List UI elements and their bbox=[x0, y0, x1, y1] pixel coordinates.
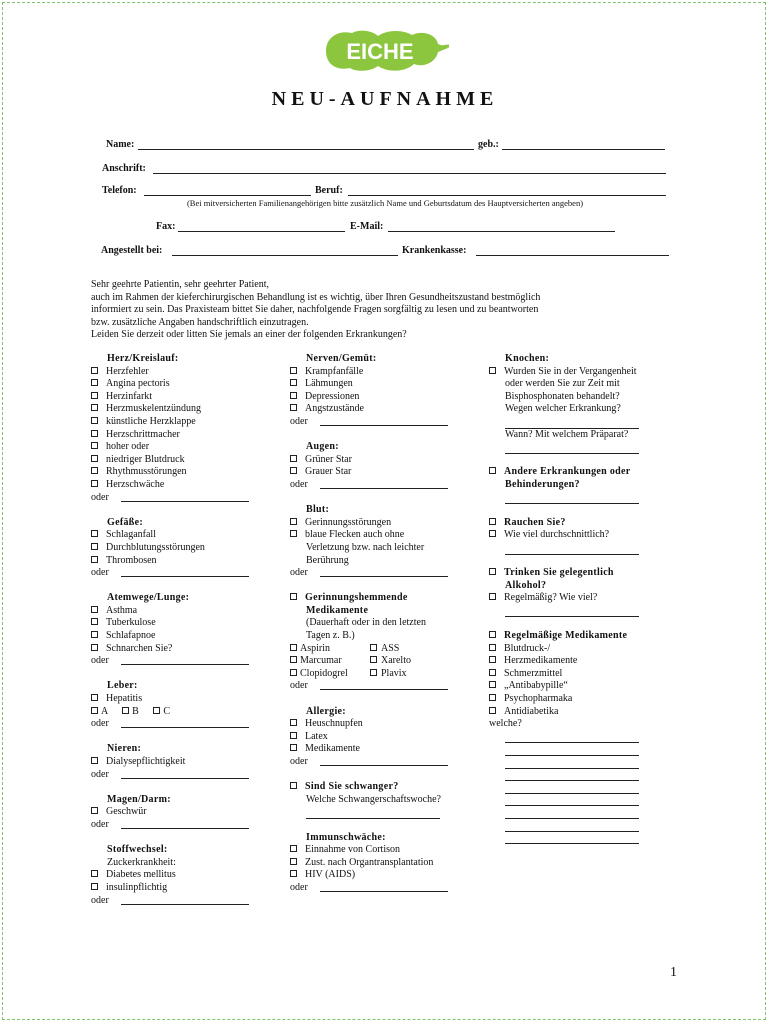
welche-label: welche? bbox=[489, 718, 522, 730]
medication-pair: Aspirin ASS bbox=[290, 643, 480, 656]
checkbox-item: Schlafapnoe bbox=[91, 630, 266, 643]
checkbox[interactable] bbox=[489, 568, 496, 575]
section-gerinnung-heading: Gerinnungshemmende bbox=[290, 592, 480, 605]
svg-text:EICHE: EICHE bbox=[346, 39, 414, 64]
medikamente-field[interactable] bbox=[505, 832, 639, 845]
section-leber-heading: Leber: bbox=[107, 680, 138, 692]
beruf-label: Beruf: bbox=[315, 185, 343, 196]
section-stoffwechsel-heading: Stoffwechsel: bbox=[107, 844, 168, 856]
checkbox[interactable] bbox=[290, 593, 297, 600]
checkbox-item: Medikamente bbox=[290, 743, 480, 756]
checkbox[interactable] bbox=[489, 644, 496, 651]
checkbox[interactable] bbox=[91, 367, 98, 374]
section-atemwege-heading: Atemwege/Lunge: bbox=[107, 592, 190, 604]
section-augen-heading: Augen: bbox=[306, 441, 339, 453]
checkbox-item: Wurden Sie in der Vergangenheit bbox=[489, 366, 669, 379]
page-title: NEU-AUFNAHME bbox=[271, 88, 499, 110]
checkbox-item: Krampfanfälle bbox=[290, 366, 480, 379]
checkbox-item: insulinpflichtig bbox=[91, 882, 266, 895]
anschrift-field[interactable] bbox=[153, 173, 666, 174]
medikamente-field[interactable] bbox=[505, 743, 639, 756]
checkbox-item: Wie viel durchschnittlich? bbox=[489, 529, 669, 542]
checkbox-item: Einnahme von Cortison bbox=[290, 844, 480, 857]
hepatitis-types: A B C bbox=[91, 706, 266, 719]
angestellt-field[interactable] bbox=[172, 255, 398, 256]
checkbox[interactable] bbox=[290, 656, 297, 663]
checkbox[interactable] bbox=[91, 556, 98, 563]
telefon-field[interactable] bbox=[144, 195, 311, 196]
checkbox[interactable] bbox=[290, 644, 297, 651]
medication-pair: Clopidogrel Plavix bbox=[290, 668, 480, 681]
knochen-field[interactable] bbox=[505, 441, 639, 454]
intro-line: bzw. zusätzliche Angaben handschriftlich einzutragen. bbox=[91, 316, 309, 328]
checkbox-item: Durchblutungsstörungen bbox=[91, 542, 266, 555]
eiche-logo bbox=[322, 26, 450, 76]
checkbox[interactable] bbox=[91, 442, 98, 449]
section-allergie-heading: Allergie: bbox=[306, 705, 346, 717]
checkbox[interactable] bbox=[290, 379, 297, 386]
checkbox[interactable] bbox=[489, 681, 496, 688]
checkbox[interactable] bbox=[489, 593, 496, 600]
checkbox[interactable] bbox=[290, 870, 297, 877]
checkbox-item: Schnarchen Sie? bbox=[91, 643, 266, 656]
oder-field[interactable] bbox=[320, 891, 448, 892]
section-andere-heading-2: Behinderungen? bbox=[505, 478, 580, 490]
checkbox-item: Herzinfarkt bbox=[91, 391, 266, 404]
medikamente-field[interactable] bbox=[505, 756, 639, 769]
angestellt-label: Angestellt bei: bbox=[101, 245, 163, 256]
checkbox-item: Latex bbox=[290, 731, 480, 744]
checkbox[interactable] bbox=[290, 719, 297, 726]
checkbox[interactable] bbox=[489, 694, 496, 701]
checkbox[interactable] bbox=[489, 530, 496, 537]
oder-field[interactable] bbox=[320, 488, 448, 489]
checkbox-item: Diabetes mellitus bbox=[91, 869, 266, 882]
checkbox[interactable] bbox=[91, 467, 98, 474]
knochen-text: Bisphosphonaten behandelt? bbox=[505, 390, 620, 402]
oder-row: oder bbox=[290, 756, 480, 769]
checkbox[interactable] bbox=[290, 845, 297, 852]
intro-text bbox=[91, 279, 651, 342]
family-note: (Bei mitversicherten Familienangehörigen bitte zusätzlich Name und Geburtsdatum des Hauptversicherten angeben) bbox=[186, 198, 584, 208]
knochen-text: Wegen welcher Erkrankung? bbox=[505, 403, 621, 415]
checkbox-item: hoher oder bbox=[91, 441, 266, 454]
geb-field[interactable] bbox=[502, 149, 665, 150]
checkbox-item: HIV (AIDS) bbox=[290, 869, 480, 882]
intro-line: Sehr geehrte Patientin, sehr geehrter Patient, bbox=[91, 279, 269, 290]
checkbox[interactable] bbox=[489, 518, 496, 525]
krankenkasse-field[interactable] bbox=[476, 255, 669, 256]
checkbox[interactable] bbox=[91, 618, 98, 625]
checkbox[interactable] bbox=[290, 518, 297, 525]
column-3 bbox=[489, 353, 669, 844]
checkbox-item: Herzfehler bbox=[91, 366, 266, 379]
oder-row: oder bbox=[290, 416, 480, 429]
checkbox[interactable] bbox=[290, 744, 297, 751]
oder-row: oder bbox=[290, 479, 480, 492]
gerinnung-sub: Tagen z. B.) bbox=[306, 630, 355, 642]
section-immun-heading: Immunschwäche: bbox=[306, 831, 386, 843]
checkbox-item: Grüner Star bbox=[290, 454, 480, 467]
oder-row: oder bbox=[91, 492, 266, 505]
checkbox[interactable] bbox=[91, 694, 98, 701]
checkbox-item: Herzmuskelentzündung bbox=[91, 403, 266, 416]
checkbox[interactable] bbox=[91, 430, 98, 437]
section-gefaesse-heading: Gefäße: bbox=[107, 516, 143, 528]
checkbox-item-cont: Berührung bbox=[306, 554, 349, 566]
checkbox[interactable] bbox=[489, 669, 496, 676]
section-magen-heading: Magen/Darm: bbox=[107, 793, 171, 805]
knochen-text: oder werden Sie zur Zeit mit bbox=[505, 378, 620, 390]
checkbox[interactable] bbox=[91, 417, 98, 424]
oder-field[interactable] bbox=[121, 576, 249, 577]
checkbox-item: Blutdruck-/ bbox=[489, 643, 669, 656]
checkbox[interactable] bbox=[91, 707, 98, 714]
schwanger-sub: Welche Schwangerschaftswoche? bbox=[306, 793, 441, 805]
page-number: 1 bbox=[670, 965, 677, 980]
section-gerinnung-heading-2: Medikamente bbox=[306, 604, 369, 616]
checkbox[interactable] bbox=[370, 644, 377, 651]
checkbox-item: Heuschnupfen bbox=[290, 718, 480, 731]
section-medikamente-heading: Regelmäßige Medikamente bbox=[489, 630, 669, 643]
oder-row: oder bbox=[91, 567, 266, 580]
checkbox-item: „Antibabypille“ bbox=[489, 680, 669, 693]
schwanger-field[interactable] bbox=[306, 806, 440, 819]
oder-field[interactable] bbox=[121, 664, 249, 665]
anschrift-label: Anschrift: bbox=[102, 163, 146, 174]
medication-pair: Marcumar Xarelto bbox=[290, 655, 480, 668]
oder-row: oder bbox=[290, 882, 480, 895]
checkbox-item: Psychopharmaka bbox=[489, 693, 669, 706]
medikamente-field[interactable] bbox=[505, 819, 639, 832]
section-schwanger-heading: Sind Sie schwanger? bbox=[290, 781, 480, 794]
oder-field[interactable] bbox=[320, 425, 448, 426]
oder-field[interactable] bbox=[121, 778, 249, 779]
checkbox-item: Thrombosen bbox=[91, 555, 266, 568]
section-alkohol-heading-2: Alkohol? bbox=[505, 579, 547, 591]
name-label: Name: bbox=[106, 139, 135, 150]
checkbox[interactable] bbox=[290, 404, 297, 411]
stoffwechsel-subheading: Zuckerkrankheit: bbox=[107, 856, 176, 868]
alkohol-field[interactable] bbox=[505, 605, 639, 618]
oder-field[interactable] bbox=[320, 689, 448, 690]
gerinnung-sub: (Dauerhaft oder in den letzten bbox=[306, 617, 426, 629]
checkbox-item: blaue Flecken auch ohne bbox=[290, 529, 480, 542]
checkbox-item: Zust. nach Organtransplantation bbox=[290, 857, 480, 870]
checkbox[interactable] bbox=[91, 757, 98, 764]
checkbox[interactable] bbox=[91, 543, 98, 550]
checkbox[interactable] bbox=[91, 404, 98, 411]
section-rauchen-heading: Rauchen Sie? bbox=[489, 517, 669, 530]
checkbox-item: künstliche Herzklappe bbox=[91, 416, 266, 429]
oder-row: oder bbox=[290, 680, 480, 693]
oder-row: oder bbox=[91, 655, 266, 668]
knochen-text: Wann? Mit welchem Präparat? bbox=[505, 428, 629, 440]
knochen-field[interactable] bbox=[505, 416, 639, 429]
checkbox-item: Lähmungen bbox=[290, 378, 480, 391]
email-label: E-Mail: bbox=[350, 221, 384, 232]
checkbox[interactable] bbox=[290, 467, 297, 474]
checkbox-item: niedriger Blutdruck bbox=[91, 454, 266, 467]
medikamente-field[interactable] bbox=[505, 794, 639, 807]
checkbox[interactable] bbox=[290, 392, 297, 399]
checkbox[interactable] bbox=[91, 480, 98, 487]
medikamente-field[interactable] bbox=[505, 731, 639, 744]
oder-field[interactable] bbox=[121, 501, 249, 502]
fax-label: Fax: bbox=[156, 221, 176, 232]
fax-field[interactable] bbox=[178, 231, 345, 232]
checkbox[interactable] bbox=[91, 530, 98, 537]
name-field[interactable] bbox=[138, 149, 474, 150]
checkbox[interactable] bbox=[91, 807, 98, 814]
column-2 bbox=[290, 353, 480, 895]
oder-row: oder bbox=[91, 895, 266, 908]
checkbox-item: Regelmäßig? Wie viel? bbox=[489, 592, 669, 605]
checkbox[interactable] bbox=[290, 530, 297, 537]
checkbox[interactable] bbox=[91, 870, 98, 877]
checkbox[interactable] bbox=[489, 367, 496, 374]
checkbox-item: Angstzustände bbox=[290, 403, 480, 416]
checkbox[interactable] bbox=[489, 656, 496, 663]
checkbox[interactable] bbox=[290, 669, 297, 676]
checkbox[interactable] bbox=[489, 707, 496, 714]
checkbox-item: Gerinnungsstörungen bbox=[290, 517, 480, 530]
checkbox-item: Rhythmusstörungen bbox=[91, 466, 266, 479]
checkbox-item: Depressionen bbox=[290, 391, 480, 404]
oder-field[interactable] bbox=[121, 904, 249, 905]
checkbox[interactable] bbox=[91, 379, 98, 386]
intro-line: informiert zu sein. Das Praxisteam bittet Sie daher, nachfolgende Fragen sorgfältig zu lesen und zu beantworten bbox=[91, 304, 539, 315]
checkbox[interactable] bbox=[489, 631, 496, 638]
checkbox-item: Antidiabetika bbox=[489, 706, 669, 719]
column-1 bbox=[91, 353, 266, 907]
checkbox-item: Geschwür bbox=[91, 806, 266, 819]
oder-field[interactable] bbox=[121, 828, 249, 829]
checkbox[interactable] bbox=[122, 707, 129, 714]
checkbox[interactable] bbox=[153, 707, 160, 714]
oder-row: oder bbox=[91, 819, 266, 832]
checkbox-item: Grauer Star bbox=[290, 466, 480, 479]
checkbox[interactable] bbox=[91, 606, 98, 613]
rauchen-field[interactable] bbox=[505, 542, 639, 555]
checkbox[interactable] bbox=[290, 858, 297, 865]
checkbox[interactable] bbox=[91, 392, 98, 399]
beruf-field[interactable] bbox=[348, 195, 666, 196]
andere-field[interactable] bbox=[505, 492, 639, 505]
section-nerven-heading: Nerven/Gemüt: bbox=[306, 353, 377, 364]
medikamente-field[interactable] bbox=[505, 781, 639, 794]
section-blut-heading: Blut: bbox=[306, 504, 330, 516]
checkbox-item-cont: Verletzung bzw. nach leichter bbox=[306, 541, 425, 553]
checkbox-item: Dialysepflichtigkeit bbox=[91, 756, 266, 769]
checkbox-item: Hepatitis bbox=[91, 693, 266, 706]
oder-row: oder bbox=[91, 769, 266, 782]
checkbox[interactable] bbox=[91, 455, 98, 462]
checkbox[interactable] bbox=[290, 367, 297, 374]
checkbox[interactable] bbox=[370, 656, 377, 663]
checkbox-item: Schlaganfall bbox=[91, 529, 266, 542]
checkbox-item: Asthma bbox=[91, 605, 266, 618]
email-field[interactable] bbox=[388, 231, 615, 232]
oder-field[interactable] bbox=[121, 727, 249, 728]
checkbox[interactable] bbox=[290, 732, 297, 739]
medikamente-field[interactable] bbox=[505, 769, 639, 782]
krankenkasse-label: Krankenkasse: bbox=[402, 245, 467, 256]
medikamente-field[interactable] bbox=[505, 806, 639, 819]
intro-line: auch im Rahmen der kieferchirurgischen Behandlung ist es wichtig, über Ihren Gesundheitszustand bestmöglich bbox=[91, 291, 541, 303]
checkbox-item: Angina pectoris bbox=[91, 378, 266, 391]
oder-field[interactable] bbox=[320, 765, 448, 766]
checkbox[interactable] bbox=[290, 455, 297, 462]
checkbox-item: Herzmedikamente bbox=[489, 655, 669, 668]
checkbox-item: Tuberkulose bbox=[91, 617, 266, 630]
oder-field[interactable] bbox=[320, 576, 448, 577]
oder-row: oder bbox=[91, 718, 266, 731]
checkbox-item: Schmerzmittel bbox=[489, 668, 669, 681]
oder-row: oder bbox=[290, 567, 480, 580]
checkbox[interactable] bbox=[370, 669, 377, 676]
checkbox[interactable] bbox=[91, 631, 98, 638]
checkbox[interactable] bbox=[91, 644, 98, 651]
checkbox-item: Herzschrittmacher bbox=[91, 429, 266, 442]
geb-label: geb.: bbox=[478, 139, 499, 150]
intro-line: Leiden Sie derzeit oder litten Sie jemals an einer der folgenden Erkrankungen? bbox=[91, 329, 407, 340]
checkbox[interactable] bbox=[489, 467, 496, 474]
checkbox[interactable] bbox=[91, 883, 98, 890]
section-andere-heading: Andere Erkrankungen oder bbox=[489, 466, 669, 479]
section-alkohol-heading: Trinken Sie gelegentlich bbox=[489, 567, 669, 580]
checkbox[interactable] bbox=[290, 782, 297, 789]
section-nieren-heading: Nieren: bbox=[107, 743, 142, 755]
section-knochen-heading: Knochen: bbox=[505, 353, 550, 364]
schwanger-field-row bbox=[290, 806, 480, 819]
telefon-label: Telefon: bbox=[102, 185, 137, 196]
checkbox-item: Herzschwäche bbox=[91, 479, 266, 492]
section-herz-heading: Herz/Kreislauf: bbox=[107, 353, 179, 364]
